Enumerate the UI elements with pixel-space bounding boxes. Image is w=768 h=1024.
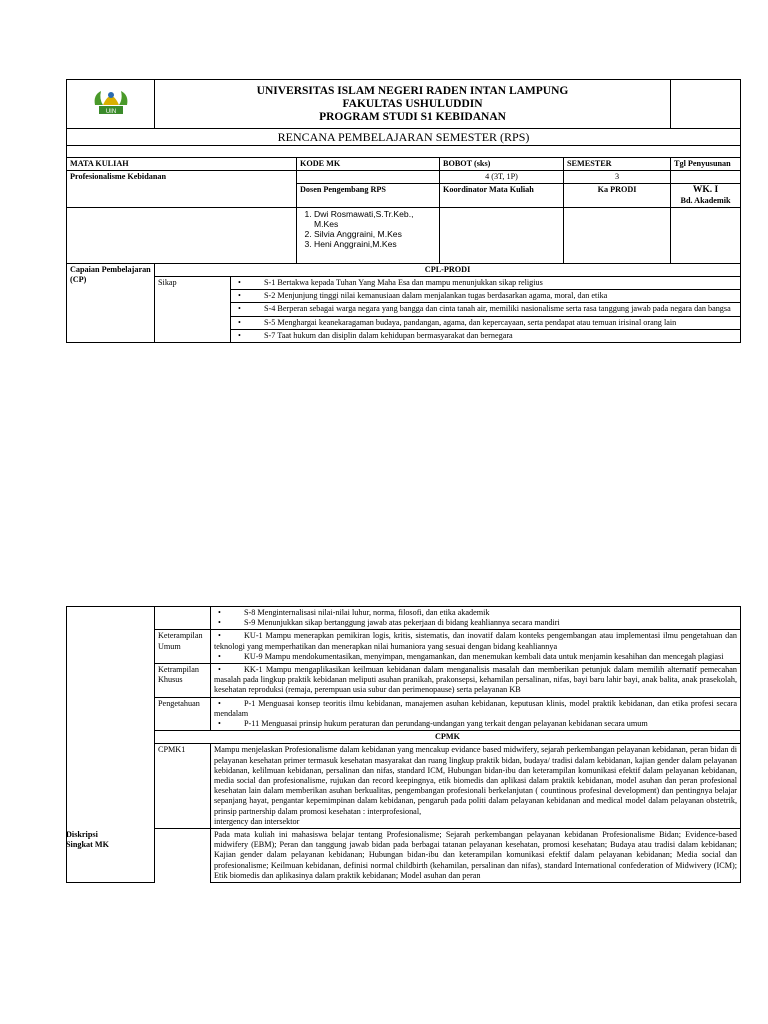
university-heading (155, 80, 671, 129)
bullet-icon: • (218, 651, 221, 661)
lecturer-item: 1. Dwi Rosmawati,S.Tr.Keb., M.Kes (314, 209, 436, 229)
deskripsi-text: Pada mata kuliah ini mahasiswa belajar tentang Profesionalisme; Sejarah perkembangan pelayanan kebidanan Profesionalisme Bidan; Evidence-based midwifery (EBM); Peran dan tanggung jawab bidan pada berbagai tatanan pelayanan kesehatan, promosi kesehatan; Budaya atau tradisi dalam kebidanan; Kajian gender dalam pelayanan kebidanan; Hubungan bidan-ibu dan keterampilan komunikasi efektif dalam pelayanan kebidanan; Media social dan profesionalisme; Keilmuan kebidanan, definisi normal childbirth (kehamilan, persalinan dan nifas), standard International confederation of Midwivery (ICM); Etik biomedis dan aplikasinya dalam praktik kebidanan; Model asuhan dan peran (211, 829, 741, 883)
wk-subtitle: Bd. Akademik (680, 195, 731, 205)
kode-value (297, 171, 440, 184)
rps-cp-table (66, 606, 741, 883)
kode-label: KODE MK (297, 158, 440, 171)
sikap-item: • S-1 Bertakwa kepada Tuhan Yang Maha Esa dan mampu menunjukkan sikap religius (231, 277, 741, 290)
tgl-label: Tgl Penyusunan (671, 158, 741, 171)
tgl-value (671, 171, 741, 184)
bullet-icon: • (218, 665, 221, 675)
university-name: UNIVERSITAS ISLAM NEGERI RADEN INTAN LAMPUNG (256, 84, 569, 97)
sikap-item: • S-8 Menginternalisasi nilai-nilai luhur, norma, filosofi, dan etika akademik • S-9 Menunjukkan sikap bertanggung jawab atas pekerjaan di bidang keahliannya secara mandiri (211, 607, 741, 630)
ku-items: • KU-1 Mampu menerapkan pemikiran logis, kritis, sistematis, dan inovatif dalam konteks pengembangan atau implementasi ilmu pengetahuan dan teknologi yang memperhatikan dan menerapkan nilai humaniora yang sesuai dengan bidang keahliannya • KU-9 Mampu mendokumentasikan, menyimpan, mengamankan, dan menemukan kembali data untuk menjamin kesahihan dan mencegah plagiasi (211, 630, 741, 664)
bullet-icon: • (238, 330, 241, 340)
bullet-icon: • (218, 608, 221, 617)
wk-title: WK. I (692, 185, 719, 196)
sikap-continued (155, 607, 211, 630)
bullet-icon: • (218, 618, 221, 628)
cpmk-title: CPMK (155, 731, 741, 744)
pengetahuan-items: • P-1 Menguasai konsep teoritis ilmu kebidanan, manajemen asuhan kebidanan, keputusan klinis, model praktik kebidanan, dan etika profesi secara mendalam • P-11 Menguasai prinsip hukum peraturan dan perundang-undangan yang terkait dengan pelayanan kebidanan secara umum (211, 697, 741, 731)
mk-label: MATA KULIAH (67, 158, 297, 171)
bobot-label: BOBOT (sks) (440, 158, 564, 171)
header-empty-cell (671, 80, 741, 129)
blank-left (67, 207, 297, 263)
logo-cell (67, 80, 155, 129)
kk-label: Ketrampilan Khusus (155, 664, 211, 698)
bullet-icon: • (238, 278, 241, 288)
bullet-icon: • (238, 304, 241, 314)
lecturer-list (297, 207, 440, 263)
semester-value: 3 (564, 171, 671, 184)
wk-label (671, 184, 741, 207)
koordinator-label: Koordinator Mata Kuliah (440, 184, 564, 207)
bullet-icon: • (238, 317, 241, 327)
kk-items: • KK-1 Mampu mengaplikasikan keilmuan kebidanan dalam menganalisis masalah dan memberikan petunjuk dalam memilih alternatif pemecahan masalah pada lingkup praktik kebidanan meliputi asuhan pranikah, prakonsepsi, kehamilan persalinan, nifas, bayi baru lahir bayi, anak balita, anak prasekolah, kesehatan reproduksi (remaja, perempuan usia subur dan perimenopause) serta pelayanan KB (211, 664, 741, 698)
dosen-label: Dosen Pengembang RPS (297, 184, 440, 207)
cpmk1-text: Mampu menjelaskan Profesionalisme dalam kebidanan yang mencakup evidance based midwifery, sejarah perkembangan pelayanan kebidanan, peran bidan di pelayanan kesehatan primer termasuk kesehatan masyarakat dan ruang lingkup praktik bidan, budaya/ tradisi dalam kebidanan, kajian gender dalam pelayanan kebidanan, kelilmuan kebidanan, persalinan dan nifas, standard ICM, Hubungan bidan-ibu dan keterampilan komunikasi efektif dalam pelayanan kebidanan, media social dan profesionalisme, rujukan dan record keepingnya, etik biomedis dan aplikasi dalam praktik kebidanan, model asuhan dan peran profesional kesehatan lain dalam memberikan asuhan berkualitas, pengembangan profesionali berkelanjutan ( countinous profesinal development) dan pentingnya belajar sepanjang hayat, pengantar kepemimpinan dalam kebidanan, pengaruh pada politi dalam pelayanan kebidanan and medical model dalam pelayanan obstetrik, prinsip partnership dalam promosi kesehatan : interprofesional, intergency dan intersektor (211, 744, 741, 829)
bullet-icon: • (218, 698, 221, 708)
deskripsi-label: Diskripsi Singkat MK (66, 830, 109, 850)
ku-label: Keterampilan Umum (155, 630, 211, 664)
faculty-name: FAKULTAS USHULUDDIN (342, 97, 483, 110)
cpmk1-label: CPMK1 (155, 744, 211, 829)
program-name: PROGRAM STUDI S1 KEBIDANAN (319, 110, 506, 123)
kaprodi-sign (564, 207, 671, 263)
bullet-icon: • (218, 631, 221, 641)
cp-label: Capaian Pembelajaran (CP) (67, 263, 155, 342)
bobot-value: 4 (3T, 1P) (440, 171, 564, 184)
pengetahuan-label: Pengetahuan (155, 697, 211, 731)
logo-text: UIN (105, 109, 116, 115)
sikap-item: • S-4 Berperan sebagai warga negara yang bangga dan cinta tanah air, memiliki nasionalisme serta rasa tanggung jawab pada negara dan bangsa (231, 303, 741, 316)
bullet-icon: • (218, 719, 221, 729)
spacer-row (67, 146, 741, 158)
cpl-prodi-title: CPL-PRODI (155, 263, 741, 276)
semester-label: SEMESTER (564, 158, 671, 171)
lecturer-item: 2. Silvia Anggraini, M.Kes (314, 229, 436, 239)
wk-sign (671, 207, 741, 263)
mk-value: Profesionalisme Kebidanan (67, 171, 297, 208)
sikap-label: Sikap (155, 277, 231, 343)
bullet-icon: • (238, 291, 241, 301)
sikap-item: • S-2 Menjunjung tinggi nilai kemanusiaan dalam menjalankan tugas berdasarkan agama, moral, dan etika (231, 290, 741, 303)
doc-title: RENCANA PEMBELAJARAN SEMESTER (RPS) (67, 129, 741, 146)
sikap-item: • S-7 Taat hukum dan disiplin dalam kehidupan bermasyarakat dan bernegara (231, 329, 741, 342)
university-logo (89, 85, 133, 119)
rps-header-table (66, 79, 741, 343)
kaprodi-label: Ka PRODI (564, 184, 671, 207)
lecturer-item: 3. Heni Anggraini,M.Kes (314, 239, 436, 249)
sikap-item: • S-5 Menghargai keanekaragaman budaya, pandangan, agama, dan kepercayaan, serta pendapat atau temuan irisinal orang lain (231, 316, 741, 329)
koordinator-sign (440, 207, 564, 263)
